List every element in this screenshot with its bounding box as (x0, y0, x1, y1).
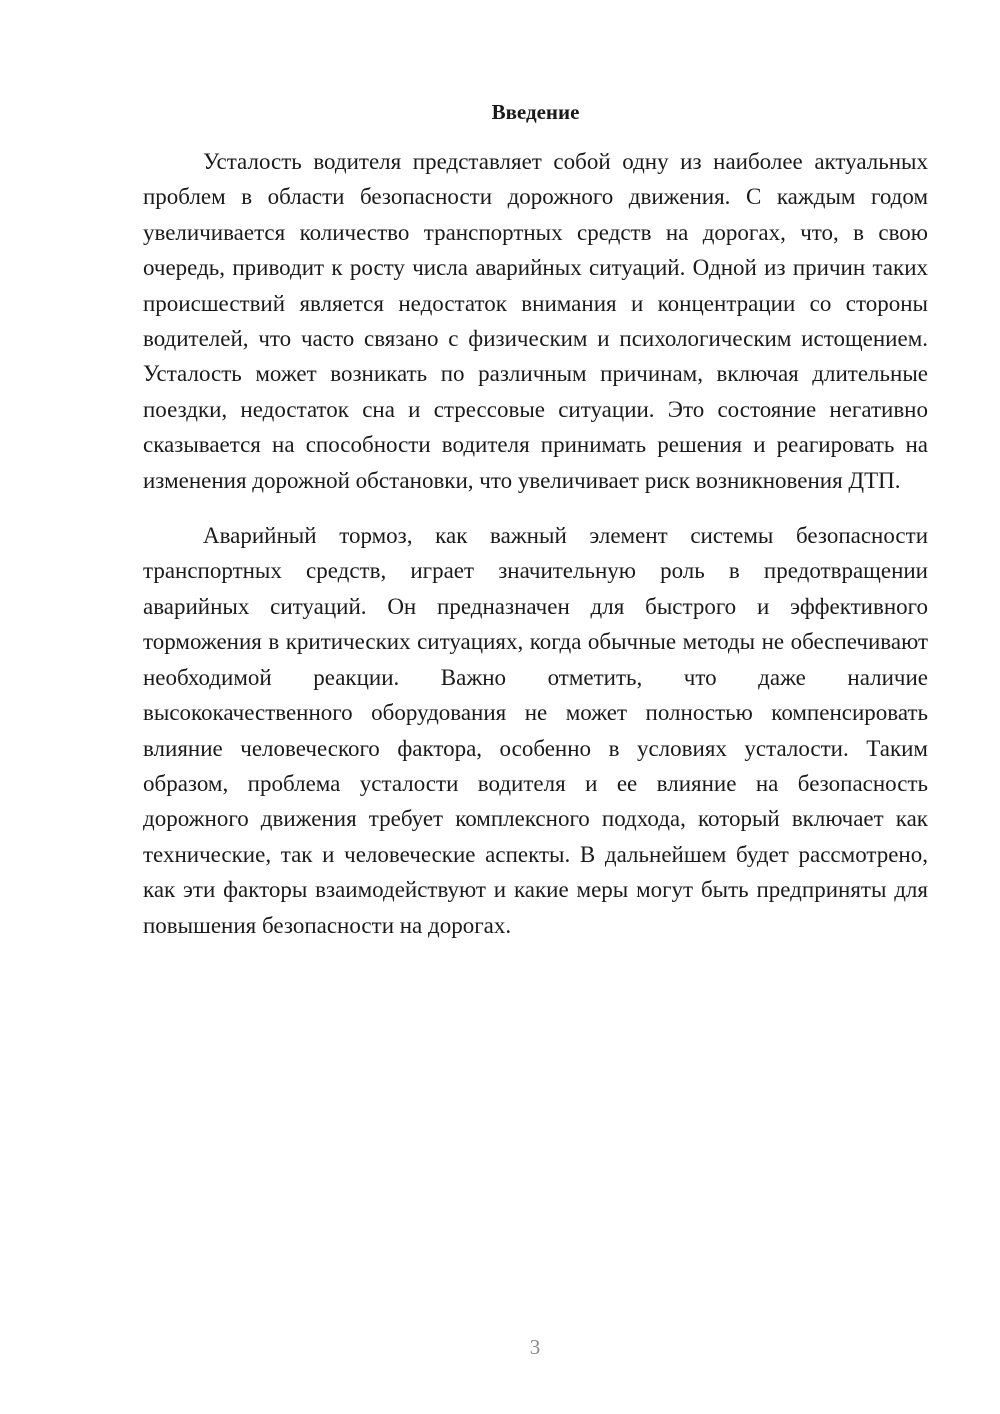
paragraph-2: Аварийный тормоз, как важный элемент системы безопасности транспортных средств, играет значительную роль в предотвращении аварийных ситуаций. Он предназначен для быстрого и эффективного торможения в критических ситуациях, когда обычные методы не обеспечивают необходимой реакции. Важно отметить, что даже наличие высококачественного оборудования не может полностью компенсировать влияние человеческого фактора, особенно в условиях усталости. Таким образом, проблема усталости водителя и ее влияние на безопасность дорожного движения требует комплексного подхода, который включает как технические, так и человеческие аспекты. В дальнейшем будет рассмотрено, как эти факторы взаимодействуют и какие меры могут быть предприняты для повышения безопасности на дорогах. (143, 523, 928, 938)
body-text (143, 144, 928, 943)
section-heading: Введение (491, 100, 580, 124)
page-number: 3 (529, 1335, 541, 1359)
paragraph-1: Усталость водителя представляет собой одну из наиболее актуальных проблем в области безопасности дорожного движения. С каждым годом увеличивается количество транспортных средств на дорогах, что, в свою очередь, приводит к росту числа аварийных ситуаций. Одной из причин таких происшествий является недостаток внимания и концентрации со стороны водителей, что часто связано с физическим и психологическим истощением. Усталость может возникать по различным причинам, включая длительные поездки, недостаток сна и стрессовые ситуации. Это состояние негативно сказывается на способности водителя принимать решения и реагировать на изменения дорожной обстановки, что увеличивает риск возникновения ДТП. (143, 149, 928, 493)
